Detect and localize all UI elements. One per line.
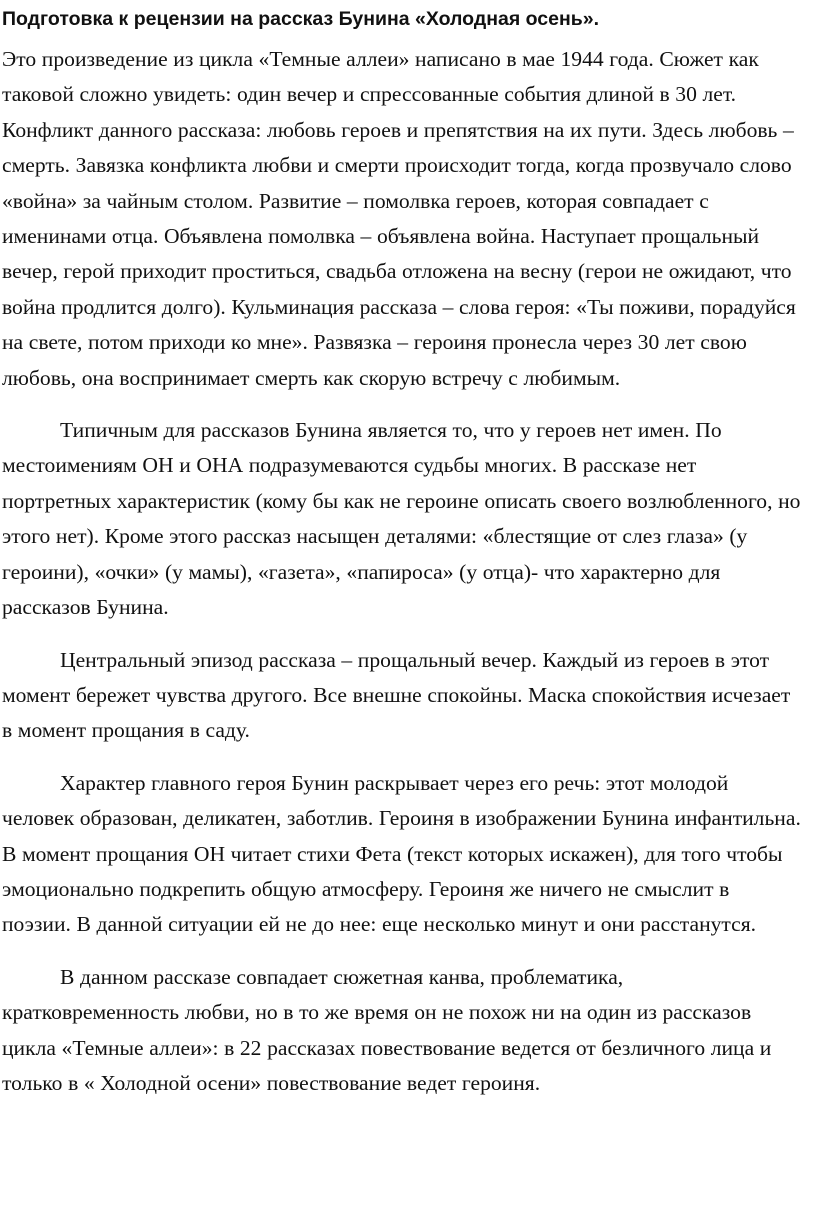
paragraph-narration: В данном рассказе совпадает сюжетная канва, проблематика, кратковременность любви, но в то же время он не похож ни на один из рассказов цикла «Темные аллеи»: в 22 рассказах повествование ведется от безличного лица и только в « Холодной осени» повествование ведет героиня.: [2, 964, 772, 1095]
paragraph-central-episode: Центральный эпизод рассказа – прощальный вечер. Каждый из героев в этот момент бережет чувства другого. Все внешне спокойны. Маска спокойствия исчезает в момент прощания в саду.: [2, 647, 791, 743]
document-title: Подготовка к рецензии на рассказ Бунина «Холодная осень».: [2, 8, 600, 30]
paragraph-hero-character: Характер главного героя Бунин раскрывает через его речь: этот молодой человек образован, деликатен, заботлив. Героиня в изображении Бунина инфантильна. В момент прощания ОН читает стихи Фета (текст которых искажен), для того чтобы эмоционально подкрепить общую атмосферу. Героиня же ничего не смыслит в поэзии. В данной ситуации ей не до нее: еще несколько минут и они расстанутся.: [2, 770, 801, 937]
paragraph-intro: Это произведение из цикла «Темные аллеи» написано в мае 1944 года. Сюжет как таковой сложно увидеть: один вечер и спрессованные события длиной в 30 лет. Конфликт данного рассказа: любовь героев и препятствия на их пути. Здесь любовь – смерть. Завязка конфликта любви и смерти происходит тогда, когда прозвучало слово «война» за чайным столом. Развитие – помолвка героев, которая совпадает с именинами отца. Объявлена помолвка – объявлена война. Наступает прощальный вечер, герой приходит проститься, свадьба отложена на весну (герои не ожидают, что война продлится долго). Кульминация рассказа – слова героя: «Ты поживи, порадуйся на свете, потом приходи ко мне». Развязка – героиня пронесла через 30 лет свою любовь, она воспринимает смерть как скорую встречу с любимым.: [2, 47, 796, 390]
paragraph-typical-features: Типичным для рассказов Бунина является то, что у героев нет имен. По местоимениям ОН и ОНА подразумеваются судьбы многих. В рассказе нет портретных характеристик (кому бы как не героине описать своего возлюбленного, но этого нет). Кроме этого рассказ насыщен деталями: «блестящие от слез глаза» (у героини), «очки» (у мамы), «газета», «папироса» (у отца)- что характерно для рассказов Бунина.: [2, 418, 801, 620]
